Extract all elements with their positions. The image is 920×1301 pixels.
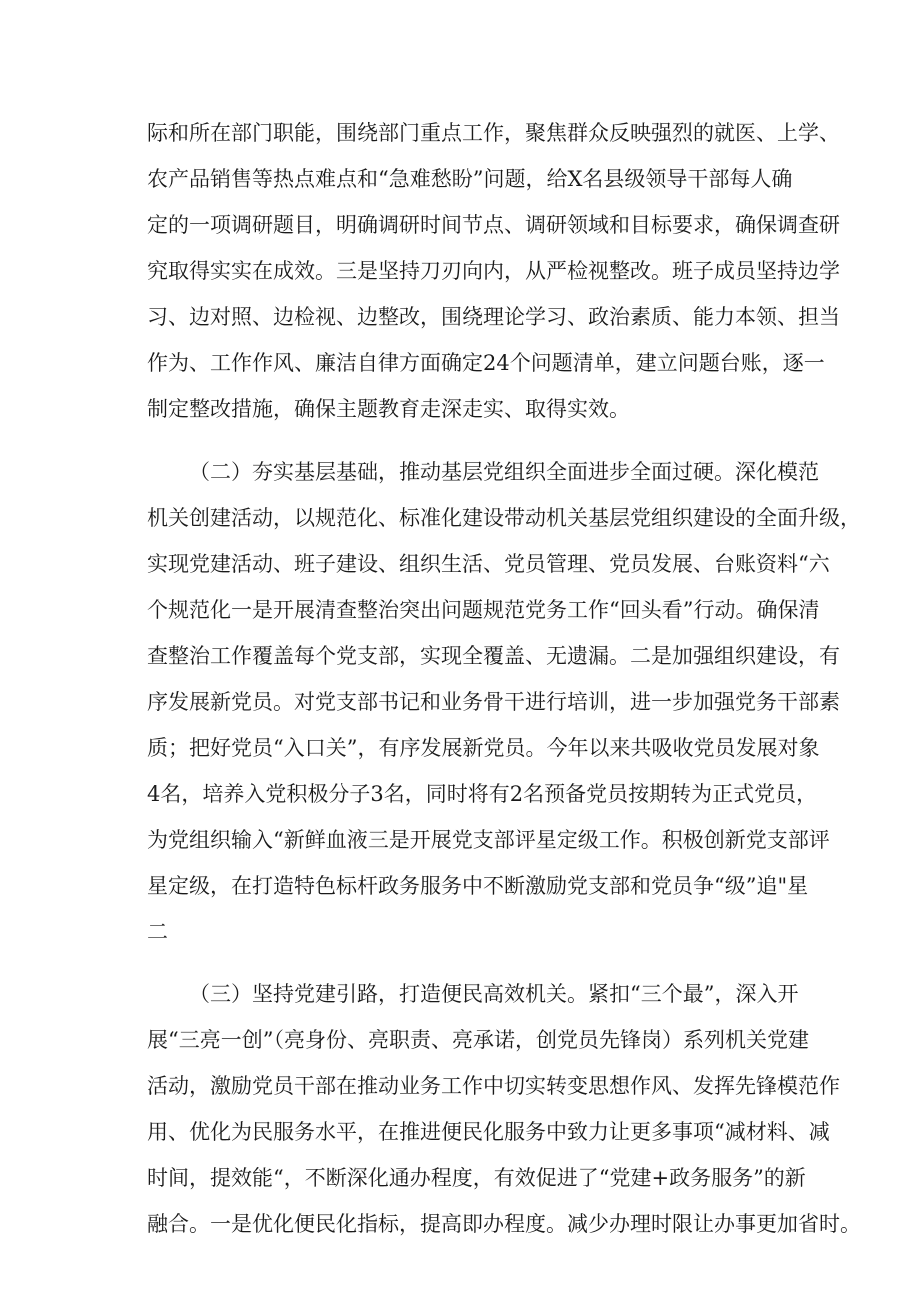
paragraph-line: 质；把好党员“入口关”，有序发展新党员。今年以来共吸收党员发展对象 bbox=[147, 736, 820, 760]
paragraph-line: 定的一项调研题目，明确调研时间节点、调研领域和目标要求，确保调查研 bbox=[147, 213, 840, 237]
paragraph-line: 际和所在部门职能，围绕部门重点工作，聚焦群众反映强烈的就医、上学、 bbox=[147, 121, 840, 145]
paragraph-line: （二）夯实基层基础，推动基层党组织全面进步全面过硬。深化模范 bbox=[189, 460, 819, 484]
paragraph-line: 实现党建活动、班子建设、组织生活、党员管理、党员发展、台账资料“六 bbox=[147, 552, 830, 576]
paragraph-line: 4名，培养入党积极分子3名，同时将有2名预备党员按期转为正式党员， bbox=[147, 782, 818, 806]
paragraph-line: 机关创建活动，以规范化、标准化建设带动机关基层党组织建设的全面升级， bbox=[147, 506, 861, 530]
paragraph-line: 个规范化一是开展清查整治突出问题规范党务工作“回头看”行动。确保清 bbox=[147, 598, 820, 622]
paragraph-line: 融合。一是优化便民化指标，提高即办程度。减少办理时限让办事更加省时。 bbox=[147, 1212, 861, 1236]
paragraph-line: 农产品销售等热点难点和“急难愁盼”问题，给X名县级领导干部每人确 bbox=[147, 167, 793, 191]
paragraph-line: 时间，提效能“，不断深化通办程度，有效促进了“党建+政务服务”的新 bbox=[147, 1166, 806, 1190]
paragraph-line: 习、边对照、边检视、边整改，围绕理论学习、政治素质、能力本领、担当 bbox=[147, 305, 840, 329]
paragraph-line: 制定整改措施，确保主题教育走深走实、取得实效。 bbox=[147, 397, 630, 421]
paragraph-line: 究取得实实在成效。三是坚持刀刃向内，从严检视整改。班子成员坚持边学 bbox=[147, 259, 840, 283]
paragraph-line: 作为、工作作风、廉洁自律方面确定24个问题清单，建立问题台账，逐一 bbox=[147, 351, 825, 375]
paragraph-line: 展“三亮一创”（亮身份、亮职责、亮承诺，创党员先锋岗）系列机关党建 bbox=[147, 1028, 809, 1052]
paragraph-line: 用、优化为民服务水平，在推进便民化服务中致力让更多事项“减材料、减 bbox=[147, 1120, 830, 1144]
paragraph-line: 二 bbox=[147, 920, 168, 944]
paragraph-line: 星定级，在打造特色标杆政务服务中不断激励党支部和党员争“级”追"星 bbox=[147, 874, 809, 898]
paragraph-line: 查整治工作覆盖每个党支部，实现全覆盖、无遗漏。二是加强组织建设，有 bbox=[147, 644, 840, 668]
paragraph-line: （三）坚持党建引路，打造便民高效机关。紧扣“三个最”，深入开 bbox=[189, 982, 799, 1006]
paragraph-line: 为党组织输入“新鲜血液三是开展党支部评星定级工作。积极创新党支部评 bbox=[147, 828, 830, 852]
paragraph-line: 活动，激励党员干部在推动业务工作中切实转变思想作风、发挥先锋模范作 bbox=[147, 1074, 840, 1098]
paragraph-line: 序发展新党员。对党支部书记和业务骨干进行培训，进一步加强党务干部素 bbox=[147, 690, 840, 714]
